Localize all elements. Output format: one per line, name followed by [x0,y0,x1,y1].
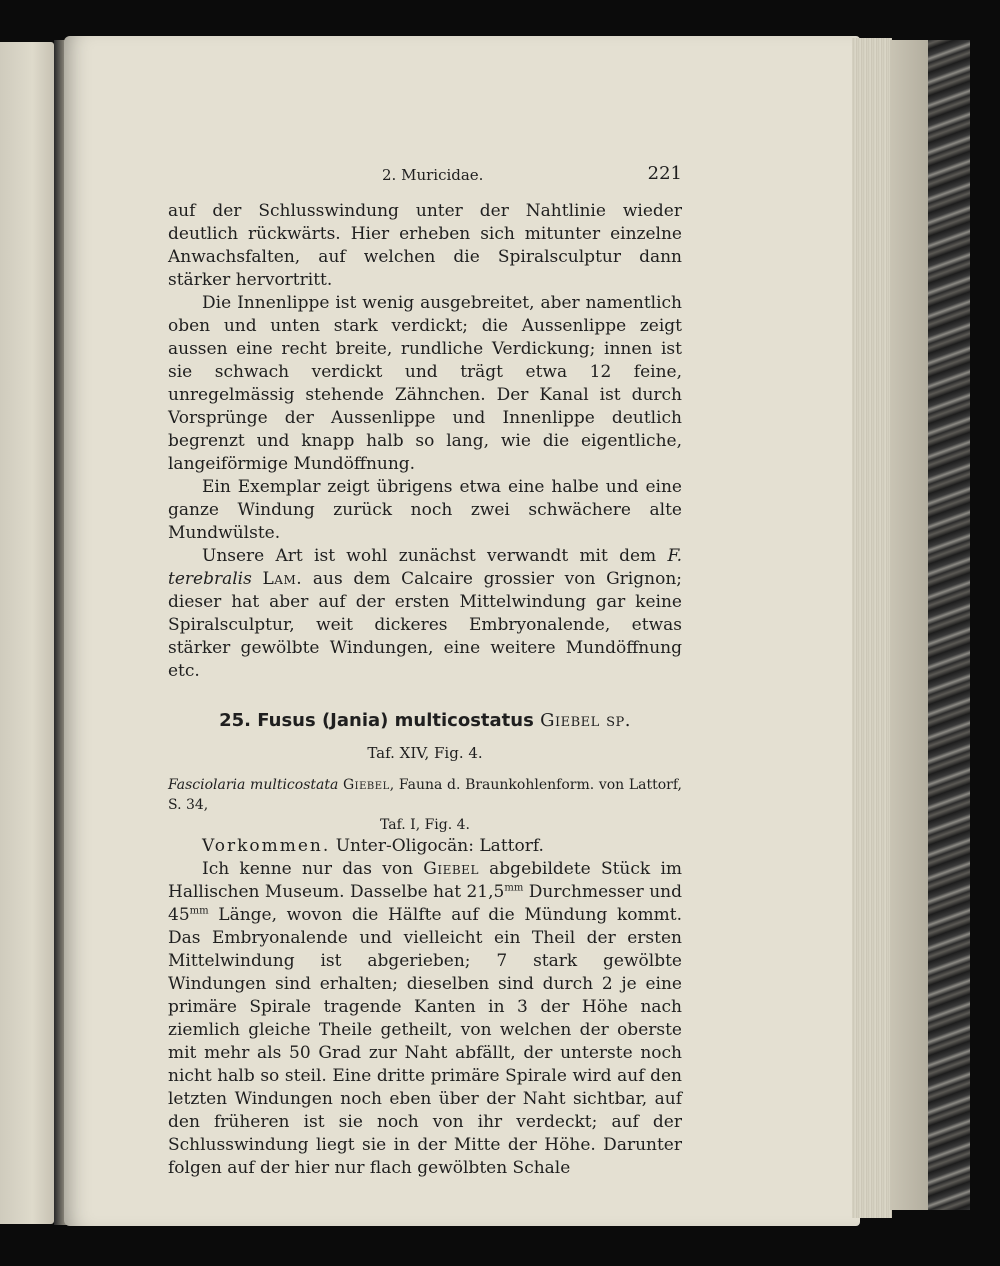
page-number: 221 [647,163,682,184]
author-lamarck: Lam. [262,569,303,589]
page-text [168,160,682,1180]
synonym-author: Giebel [343,777,390,793]
synonym-name: Fasciolaria multicostata [168,777,339,793]
description-paragraph [168,858,682,1180]
paragraph-2: Die Innenlippe ist wenig ausgebreitet, aber namentlich oben und unten stark verdickt; die Aussenlippe zeigt aussen eine recht breite, rundliche Verdickung; innen ist sie schwach verdickt und trägt etwa 12 feine, unregelmässig stehende Zähnchen. Der Kanal ist durch Vorsprünge der Aussenlippe und Innenlippe deutlich begrenzt und knapp halb so lang, wie die eigentliche, langeiförmige Mundöffnung. [168,293,682,474]
synonym-ref-2: Taf. I, Fig. 4. [379,817,471,833]
synonymy [168,775,682,835]
paragraph-4-text: Unsere Art ist wohl zunächst verwandt mit dem [202,546,668,566]
species-author: Giebel [540,710,600,731]
species-reference: F. terebralis [168,546,682,589]
paragraph-1: auf der Schlusswindung unter der Nahtlinie wieder deutlich rückwärts. Hier erheben sich mitunter einzelne Anwachsfalten, auf welchen die Spiralsculptur dann stärker hervortritt. [168,201,682,290]
paragraph-4-text-2: aus dem Calcaire grossier von Grignon; dieser hat aber auf der ersten Mittelwindung gar keine Spiralsculptur, weit dickeres Embryonalende, etwas stärker gewölbte Windungen, eine weitere Mundöffnung etc. [168,569,682,681]
unit-mm-1: mm [504,882,524,894]
description-text-1: Ich kenne nur das von [202,859,424,879]
species-number: 25. [219,710,251,731]
description-text-3: Durchmesser und 45 [168,882,682,925]
plate-reference: Taf. XIV, Fig. 4. [367,744,483,762]
description-text-2: abgebildete Stück im Hallischen Museum. Dasselbe hat 21,5 [168,859,683,902]
synonym-ref: , Fauna d. Braunkohlenform. von Lattorf, S. 34, [168,777,682,813]
page-stack-edge [852,38,892,1218]
paragraph-4 [168,545,682,683]
species-heading [168,709,682,732]
occurrence [168,835,682,858]
running-header [168,160,682,186]
unit-mm-2: mm [189,905,209,917]
section-title: 2. Muricidae. [382,166,484,184]
book-cover-inner [890,40,928,1210]
species-suffix: sp. [606,710,631,731]
description-author: Giebel [423,859,479,879]
left-page-edge [0,42,54,1224]
occurrence-label: Vorkommen. [202,836,331,856]
occurrence-value: Unter-Oligocän: Lattorf. [335,836,544,856]
species-name: Fusus (Jania) multicostatus [257,710,534,731]
description-text-4: Länge, wovon die Hälfte auf die Mündung kommt. Das Embryonalende und vielleicht ein Theil der ersten Mittelwindung ist abgerieben; 7 stark gewölbte Windungen sind erhalten; dieselben sind durch 2 je eine primäre Spirale tragende Kanten in 3 der Höhe nach ziemlich gleiche Theile getheilt, von welchen der oberste mit mehr als 50 Grad zur Naht abfällt, der unterste noch nicht halb so steil. Eine dritte primäre Spirale wird auf den letzten Windungen noch eben über der Naht sichtbar, auf den früheren ist sie noch von ihr verdeckt; auf der Schlusswindung liegt sie in der Mitte der Höhe. Darunter folgen auf der hier nur flach gewölbten Schale [168,905,682,1178]
paragraph-3: Ein Exemplar zeigt übrigens etwa eine halbe und eine ganze Windung zurück noch zwei schwächere alte Mundwülste. [168,477,682,543]
